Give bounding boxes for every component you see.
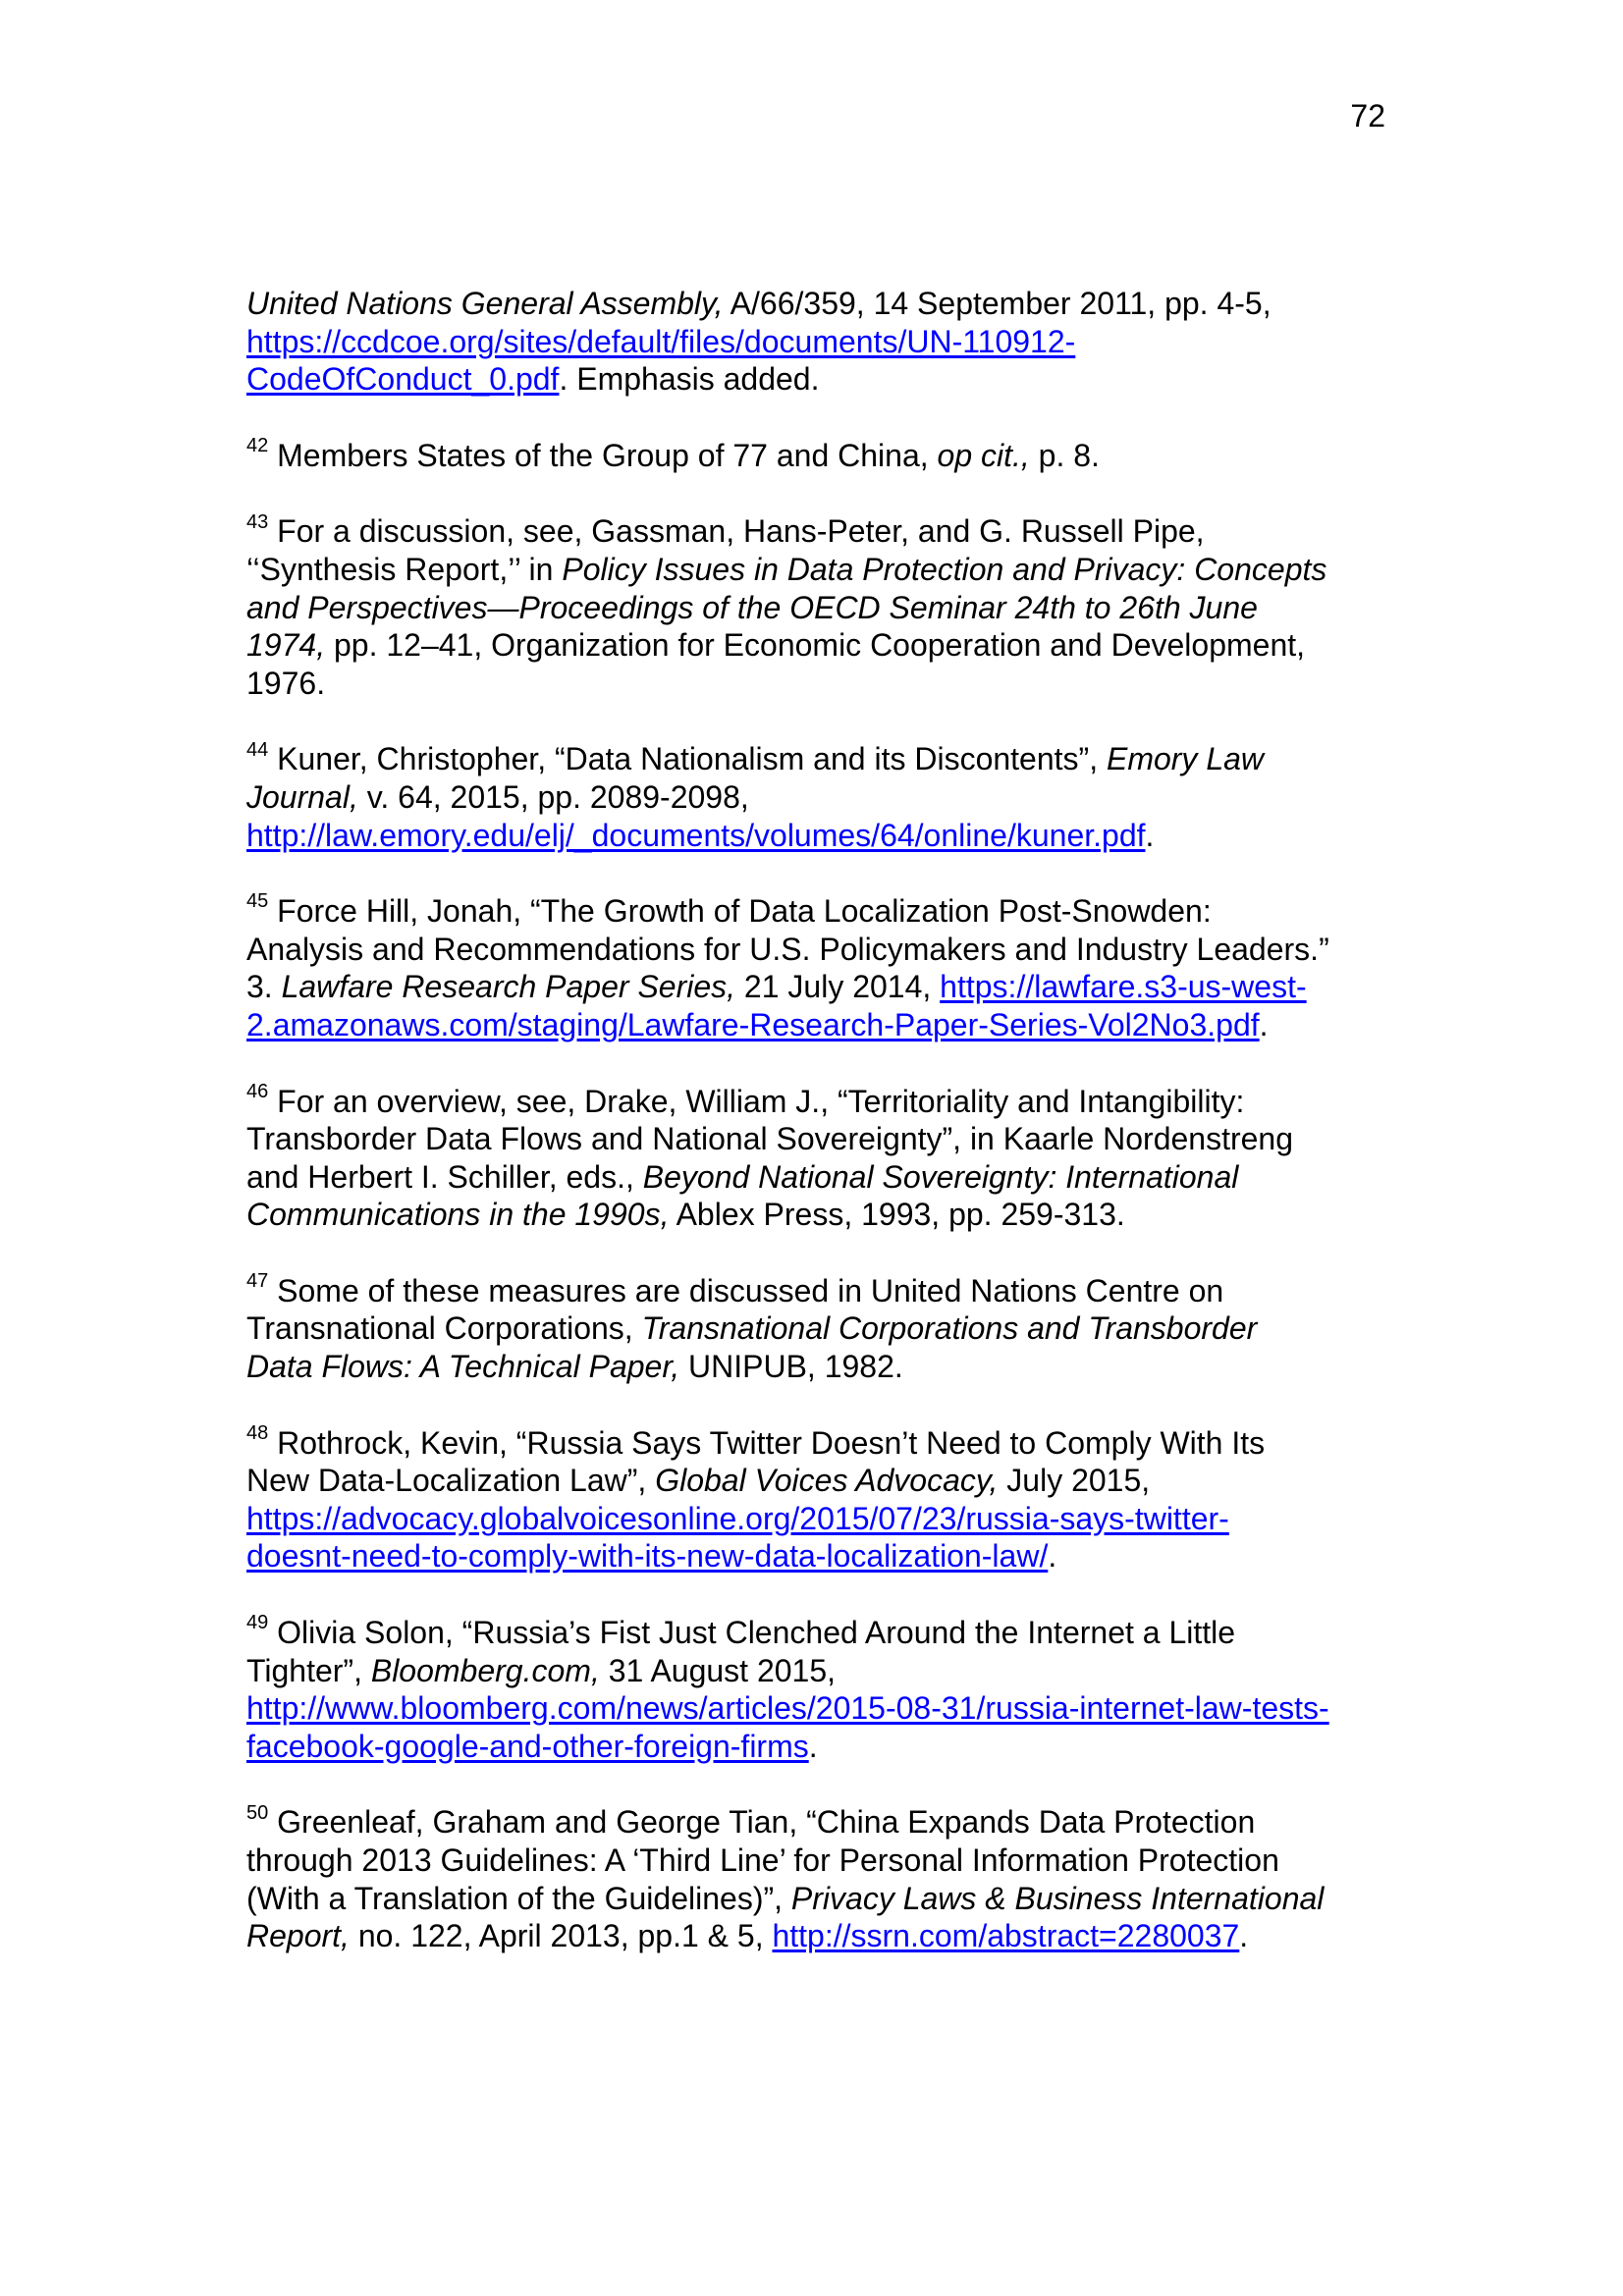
reference-link[interactable]: https://ccdcoe.org/sites/default/files/documents/UN-110912- — [246, 323, 1076, 359]
reference-link[interactable]: http://law.emory.edu/elj/_documents/volumes/64/online/kuner.pdf — [246, 817, 1146, 853]
footnote-text: through 2013 Guidelines: A ‘Third Line’ for Personal Information Protection — [246, 1842, 1279, 1878]
footnote-line — [246, 1842, 1390, 1880]
footnote-text: A/66/359, 14 September 2011, pp. 4-5, — [723, 286, 1271, 321]
footnote-text: . — [1048, 1538, 1057, 1575]
footnote-43 — [246, 512, 1390, 702]
italic-title: Journal, — [246, 778, 358, 815]
italic-title: Data Flows: A Technical Paper, — [246, 1349, 680, 1385]
footnote-line — [246, 817, 1390, 855]
footnote-line — [246, 740, 1390, 778]
footnote-text: no. 122, April 2013, pp.1 & 5, — [349, 1918, 773, 1954]
italic-title: Lawfare Research Paper Series, — [281, 969, 736, 1005]
footnote-42 — [246, 437, 1390, 475]
footnote-text: July 2015, — [998, 1463, 1151, 1499]
italic-title: Global Voices Advocacy, — [655, 1463, 999, 1499]
footnote-text: . Emphasis added. — [559, 361, 820, 398]
italic-title: and Perspectives—Proceedings of the OECD Seminar 24th to 26th June — [246, 589, 1258, 625]
footnote-text: (With a Translation of the Guidelines)”, — [246, 1880, 791, 1916]
reference-link[interactable]: https://advocacy.globalvoicesonline.org/2015/07/23/russia-says-twitter- — [246, 1500, 1229, 1536]
footnote-line — [246, 626, 1390, 665]
reference-link[interactable]: http://www.bloomberg.com/news/articles/2015-08-31/russia-internet-law-tests- — [246, 1690, 1329, 1727]
footnotes-list — [246, 285, 1390, 1994]
italic-title: Policy Issues in Data Protection and Privacy: Concepts — [562, 551, 1327, 587]
italic-title: Report, — [246, 1918, 350, 1954]
footnote-line — [246, 1080, 1390, 1121]
footnote-line — [246, 285, 1390, 323]
footnote-line — [246, 1120, 1390, 1158]
footnote-text: . — [808, 1728, 818, 1764]
page-number: 72 — [1350, 98, 1385, 133]
footnote-text: 21 July 2014, — [735, 969, 941, 1005]
footnote-text: Olivia Solon, “Russia’s Fist Just Clenched Around the Internet a Little — [268, 1615, 1236, 1651]
footnote-text: . — [1145, 817, 1155, 853]
footnote-line — [246, 1462, 1390, 1500]
footnote-text: pp. 12–41, Organization for Economic Cooperation and Development, — [325, 627, 1306, 664]
italic-title: Bloomberg.com, — [370, 1652, 600, 1688]
footnote-line — [246, 1917, 1390, 1955]
footnote-text: Kuner, Christopher, “Data Nationalism and its Discontents”, — [268, 741, 1107, 777]
footnote-line — [246, 1348, 1390, 1386]
footnote-text: Members States of the Group of 77 and China, — [268, 437, 938, 473]
footnote-number: 50 — [246, 1801, 269, 1824]
footnote-50 — [246, 1803, 1390, 1954]
footnote-47 — [246, 1272, 1390, 1386]
footnote-line — [246, 1728, 1390, 1766]
footnote-line — [246, 1272, 1390, 1310]
footnote-number: 46 — [246, 1080, 269, 1102]
footnote-41-continued — [246, 285, 1390, 399]
footnote-line — [246, 665, 1390, 703]
footnote-line — [246, 1158, 1390, 1197]
footnote-number: 49 — [246, 1612, 269, 1634]
footnote-line — [246, 1803, 1390, 1842]
italic-title: Emory Law — [1106, 741, 1265, 777]
footnote-text: Rothrock, Kevin, “Russia Says Twitter Doesn’t Need to Comply With Its — [268, 1424, 1266, 1461]
italic-title: op cit., — [937, 437, 1030, 473]
footnote-48 — [246, 1424, 1390, 1575]
footnote-text: Analysis and Recommendations for U.S. Policymakers and Industry Leaders.” — [246, 931, 1329, 967]
footnote-text: New Data-Localization Law”, — [246, 1463, 656, 1499]
footnote-line — [246, 968, 1390, 1006]
italic-title: 1974, — [246, 627, 326, 664]
footnote-text: p. 8. — [1029, 437, 1100, 473]
footnote-text: Greenleaf, Graham and George Tian, “China Expands Data Protection — [268, 1804, 1256, 1841]
italic-title: United Nations General Assembly, — [246, 286, 724, 321]
footnote-line — [246, 437, 1390, 475]
footnote-46 — [246, 1080, 1390, 1234]
footnote-text: . — [1239, 1918, 1249, 1954]
footnote-line — [246, 1880, 1390, 1918]
footnote-line — [246, 1196, 1390, 1234]
footnote-line — [246, 1689, 1390, 1728]
footnote-text: ‘‘Synthesis Report,’’ in — [246, 551, 563, 587]
footnote-text: For an overview, see, Drake, William J., “Territoriality and Intangibility: — [268, 1083, 1245, 1119]
footnote-line — [246, 892, 1390, 931]
footnote-text: Transborder Data Flows and National Sovereignty”, in Kaarle Nordenstreng — [246, 1121, 1294, 1157]
footnote-line — [246, 589, 1390, 627]
footnote-line — [246, 1424, 1390, 1463]
footnote-line — [246, 512, 1390, 551]
footnote-text: Ablex Press, 1993, pp. 259-313. — [669, 1197, 1125, 1233]
footnote-text: and Herbert I. Schiller, eds., — [246, 1158, 643, 1195]
footnote-line — [246, 1614, 1390, 1652]
footnote-text: 1976. — [246, 665, 326, 701]
footnote-text: UNIPUB, 1982. — [679, 1349, 903, 1385]
italic-title: Communications in the 1990s, — [246, 1197, 670, 1233]
footnote-text: v. 64, 2015, pp. 2089-2098, — [357, 778, 749, 815]
footnote-line — [246, 1652, 1390, 1690]
footnote-line — [246, 778, 1390, 817]
footnote-line — [246, 1500, 1390, 1538]
footnote-45 — [246, 892, 1390, 1043]
footnote-number: 44 — [246, 738, 269, 761]
footnote-line — [246, 1309, 1390, 1348]
footnote-text: Tighter”, — [246, 1652, 371, 1688]
italic-title: Transnational Corporations and Transborder — [641, 1310, 1258, 1347]
reference-link[interactable]: https://lawfare.s3-us-west- — [940, 969, 1307, 1005]
footnote-number: 45 — [246, 890, 269, 913]
footnote-text: Transnational Corporations, — [246, 1310, 642, 1347]
footnote-number: 43 — [246, 510, 269, 533]
footnote-text: For a discussion, see, Gassman, Hans-Peter, and G. Russell Pipe, — [268, 513, 1205, 550]
footnote-line — [246, 360, 1390, 399]
footnote-44 — [246, 740, 1390, 854]
footnote-number: 47 — [246, 1270, 269, 1293]
footnote-49 — [246, 1614, 1390, 1765]
footnote-text: Force Hill, Jonah, “The Growth of Data Localization Post-Snowden: — [268, 893, 1212, 930]
italic-title: Beyond National Sovereignty: International — [642, 1158, 1239, 1195]
footnote-number: 48 — [246, 1422, 269, 1444]
footnote-line — [246, 323, 1390, 361]
italic-title: Privacy Laws & Business International — [790, 1880, 1325, 1916]
footnote-text: 3. — [246, 969, 282, 1005]
reference-link[interactable]: CodeOfConduct_0.pdf — [246, 361, 560, 398]
footnote-number: 42 — [246, 435, 269, 457]
footnote-text: . — [1259, 1006, 1269, 1042]
reference-link[interactable]: facebook-google-and-other-foreign-firms — [246, 1728, 809, 1764]
reference-link[interactable]: doesnt-need-to-comply-with-its-new-data-localization-law/ — [246, 1538, 1049, 1575]
footnote-line — [246, 931, 1390, 969]
footnote-text: 31 August 2015, — [599, 1652, 837, 1688]
footnote-text: Some of these measures are discussed in United Nations Centre on — [268, 1272, 1224, 1308]
footnote-line — [246, 1537, 1390, 1575]
reference-link[interactable]: http://ssrn.com/abstract=2280037 — [772, 1918, 1240, 1954]
footnote-line — [246, 1006, 1390, 1044]
reference-link[interactable]: 2.amazonaws.com/staging/Lawfare-Research-Paper-Series-Vol2No3.pdf — [246, 1006, 1260, 1042]
footnote-line — [246, 551, 1390, 589]
